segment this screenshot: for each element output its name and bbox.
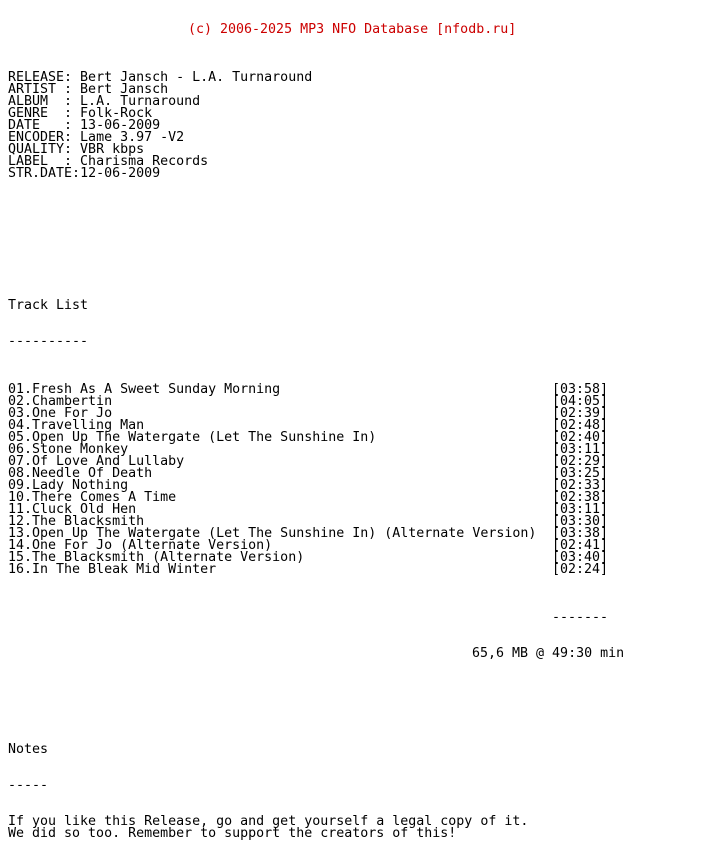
track-title: 11.Cluck Old Hen	[8, 502, 137, 517]
info-value: 12-06-2009	[80, 166, 161, 181]
track-duration: [02:33]	[552, 478, 609, 493]
track-duration: [03:38]	[552, 526, 609, 541]
track-duration: [02:29]	[552, 454, 609, 469]
track-title: 15.The Blacksmith (Alternate Version)	[8, 550, 305, 565]
notes-rule: -----	[8, 778, 49, 793]
track-title: 06.Stone Monkey	[8, 442, 129, 457]
info-key: STR.DATE:	[8, 166, 81, 181]
track-duration: [02:41]	[552, 538, 609, 553]
notes-line: If you like this Release, go and get yourself a legal copy of it.	[8, 814, 529, 829]
track-duration: [02:39]	[552, 406, 609, 421]
tracklist-title: Track List	[8, 298, 89, 313]
notes-text	[8, 816, 536, 840]
track-title: 09.Lady Nothing	[8, 478, 129, 493]
track-duration: [03:11]	[552, 502, 609, 517]
info-key: GENRE :	[8, 106, 73, 121]
info-value: Bert Jansch	[72, 82, 169, 97]
track-duration: [04:05]	[552, 394, 609, 409]
info-value: VBR kbps	[72, 142, 145, 157]
total-rule: -------	[552, 610, 609, 625]
info-key: ARTIST :	[8, 82, 73, 97]
notes-line: We did so too. Remember to support the creators of this!	[8, 826, 457, 841]
blank-line	[8, 216, 536, 228]
track-title: 04.Travelling Man	[8, 418, 145, 433]
track-duration: [03:11]	[552, 442, 609, 457]
tracklist-rule: ----------	[8, 334, 89, 349]
info-key: LABEL :	[8, 154, 73, 169]
track-duration: [03:58]	[552, 382, 609, 397]
track-duration: [02:48]	[552, 418, 609, 433]
info-key: ALBUM :	[8, 94, 73, 109]
track-row	[8, 562, 609, 577]
track-title: 16.In The Bleak Mid Winter	[8, 562, 217, 577]
info-value: Charisma Records	[72, 154, 209, 169]
track-title: 13.Open Up The Watergate (Let The Sunshine In) (Alternate Version)	[8, 526, 537, 541]
track-duration: [03:30]	[552, 514, 609, 529]
blank-line	[8, 696, 536, 708]
info-value: Lame 3.97 -V2	[72, 130, 185, 145]
track-duration: [02:24]	[552, 562, 609, 577]
info-row	[8, 168, 536, 180]
release-info	[8, 72, 536, 180]
site-header: (c) 2006-2025 MP3 NFO Database [nfodb.ru]	[188, 22, 517, 37]
info-value: Bert Jansch - L.A. Turnaround	[72, 70, 313, 85]
track-title: 12.The Blacksmith	[8, 514, 145, 529]
info-value: L.A. Turnaround	[72, 94, 201, 109]
info-value: 13-06-2009	[72, 118, 161, 133]
track-title: 02.Chambertin	[8, 394, 113, 409]
track-duration: [03:25]	[552, 466, 609, 481]
track-duration: [02:40]	[552, 430, 609, 445]
track-list	[8, 382, 609, 577]
track-duration: [03:40]	[552, 550, 609, 565]
blank-line	[8, 252, 536, 264]
info-value: Folk-Rock	[72, 106, 153, 121]
info-key: ENCODER:	[8, 130, 73, 145]
notes-title: Notes	[8, 742, 49, 757]
track-title: 03.One For Jo	[8, 406, 113, 421]
track-duration: [02:38]	[552, 490, 609, 505]
size-duration-summary: 65,6 MB @ 49:30 min	[472, 646, 625, 661]
track-title: 07.Of Love And Lullaby	[8, 454, 185, 469]
nfo-document	[8, 0, 625, 852]
track-title: 14.One For Jo (Alternate Version)	[8, 538, 273, 553]
track-title: 10.There Comes A Time	[8, 490, 177, 505]
summary-row	[8, 646, 625, 661]
info-key: DATE :	[8, 118, 73, 133]
track-title: 01.Fresh As A Sweet Sunday Morning	[8, 382, 281, 397]
info-key: QUALITY:	[8, 142, 73, 157]
info-key: RELEASE:	[8, 70, 73, 85]
track-title: 08.Needle Of Death	[8, 466, 153, 481]
track-title: 05.Open Up The Watergate (Let The Sunshine In)	[8, 430, 377, 445]
total-rule-row	[8, 610, 609, 625]
